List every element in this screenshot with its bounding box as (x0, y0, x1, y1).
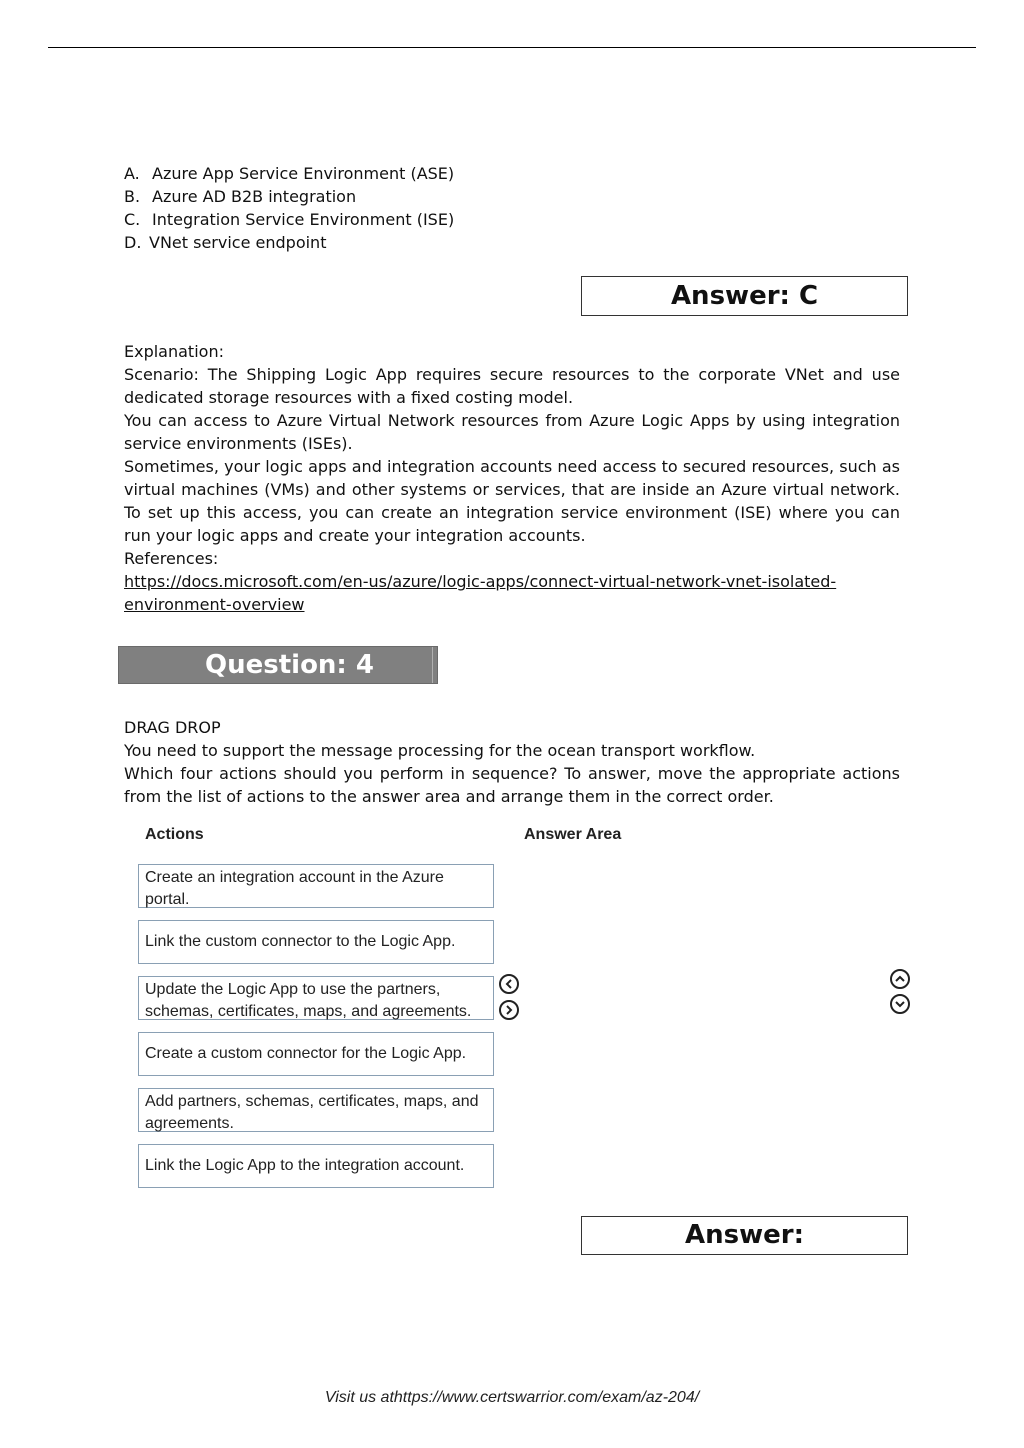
actions-header: Actions (145, 826, 204, 843)
answer-options (124, 162, 454, 254)
option-d[interactable] (124, 231, 454, 254)
option-text: VNet service endpoint (149, 233, 327, 252)
option-letter: D. (124, 233, 142, 252)
option-b[interactable] (124, 185, 454, 208)
explanation-heading: Explanation: (124, 342, 224, 361)
action-item[interactable]: Link the custom connector to the Logic App. (138, 920, 494, 964)
option-c[interactable] (124, 208, 454, 231)
action-item[interactable]: Add partners, schemas, certificates, maps, and agreements. (138, 1088, 494, 1132)
explanation-paragraph: Scenario: The Shipping Logic App requires secure resources to the corporate VNet and use dedicated storage resources with a fixed costing model. (124, 365, 900, 407)
footer-visit-link[interactable]: Visit us athttps://www.certswarrior.com/exam/az-204/ (324, 1389, 700, 1406)
option-letter: C. (124, 210, 141, 229)
reference-link[interactable]: https://docs.microsoft.com/en-us/azure/logic-apps/connect-virtual-network-vnet-isolated-environment-overview (124, 572, 837, 614)
answer-box: Answer: C (581, 276, 908, 316)
option-letter: B. (124, 187, 141, 206)
chevron-down-circle-icon[interactable] (890, 994, 910, 1014)
action-item[interactable]: Create an integration account in the Azure portal. (138, 864, 494, 908)
option-text: Azure App Service Environment (ASE) (152, 164, 455, 183)
explanation-paragraph: You can access to Azure Virtual Network resources from Azure Logic Apps by using integration service environments (ISEs). (124, 411, 900, 453)
action-item[interactable]: Update the Logic App to use the partners, schemas, certificates, maps, and agreements. (138, 976, 494, 1020)
references-label: References: (124, 549, 219, 568)
drag-drop-exhibit (128, 820, 918, 1200)
explanation (124, 340, 900, 616)
question-title-banner: Question: 4 (118, 646, 438, 684)
question-text (124, 716, 900, 808)
option-a[interactable] (124, 162, 454, 185)
chevron-left-circle-icon[interactable] (499, 974, 519, 994)
answer-area-header: Answer Area (524, 826, 622, 843)
action-item[interactable]: Create a custom connector for the Logic App. (138, 1032, 494, 1076)
action-item[interactable]: Link the Logic App to the integration account. (138, 1144, 494, 1188)
question-line: You need to support the message processing for the ocean transport workflow. (124, 741, 756, 760)
option-text: Azure AD B2B integration (152, 187, 357, 206)
chevron-up-circle-icon[interactable] (890, 969, 910, 989)
explanation-paragraph: Sometimes, your logic apps and integration accounts need access to secured resources, such as virtual machines (VMs) and other systems or services, that are inside an Azure virtual network. To set up this access, you can create an integration service environment (ISE) where you can run your logic apps and create your integration accounts. (124, 457, 900, 545)
answer-box: Answer: (581, 1216, 908, 1255)
top-rule (48, 47, 976, 48)
option-text: Integration Service Environment (ISE) (152, 210, 455, 229)
question-type: DRAG DROP (124, 718, 221, 737)
question-line: Which four actions should you perform in sequence? To answer, move the appropriate actions from the list of actions to the answer area and arrange them in the correct order. (124, 764, 900, 806)
chevron-right-circle-icon[interactable] (499, 1000, 519, 1020)
option-letter: A. (124, 164, 140, 183)
